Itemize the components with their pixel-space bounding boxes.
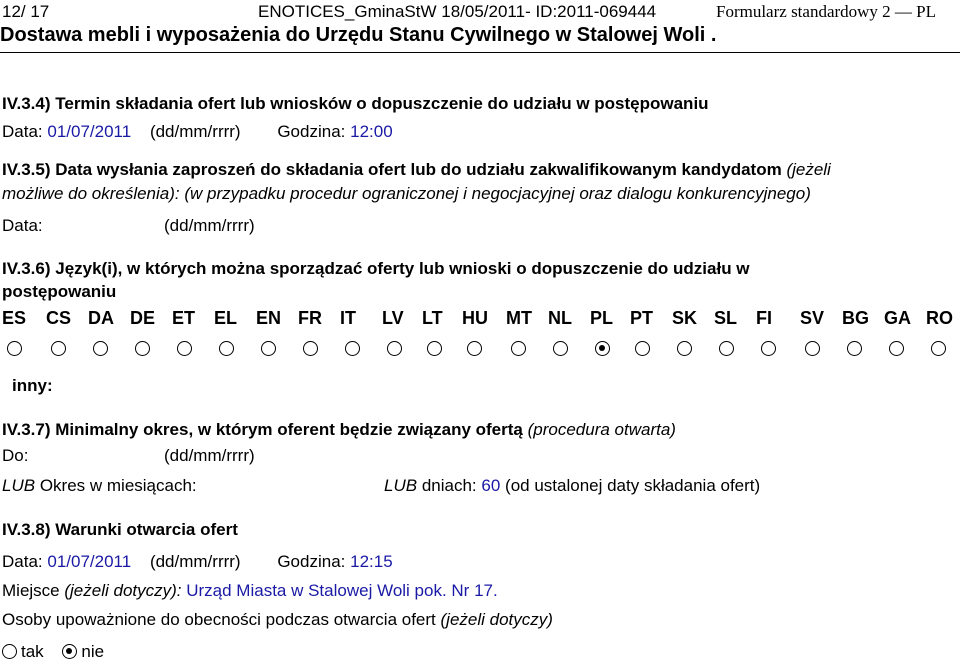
heading-italic-line: możliwe do określenia): (w przypadku procedur ograniczonej i negocjacyjnej oraz dialogu konkurencyjnego) (2, 184, 811, 203)
document-title: Dostawa mebli i wyposażenia do Urzędu Stanu Cywilnego w Stalowej Woli . (0, 24, 717, 46)
language-code-cs: CS (46, 308, 72, 328)
section-iv-3-5-date-label: Data: (2, 216, 43, 235)
days-row (384, 476, 760, 496)
language-radio-bg[interactable] (847, 341, 862, 356)
persons-options (2, 642, 104, 662)
language-radio-lv[interactable] (387, 341, 402, 356)
language-code-fi: FI (756, 308, 772, 328)
form-name: Formularz standardowy 2 — PL (716, 2, 937, 21)
date-label: Data: (2, 552, 43, 571)
language-radio-sl[interactable] (719, 341, 734, 356)
date-value: 01/07/2011 (47, 122, 132, 141)
section-iv-3-5-heading (2, 160, 831, 180)
months-label: Okres w miesiącach: (39, 476, 197, 495)
language-radio-mt[interactable] (511, 341, 526, 356)
language-code-lt: LT (422, 308, 443, 328)
section-iv-3-4-date-row (2, 122, 393, 142)
section-iv-3-6-heading: IV.3.6) Język(i), w których można sporządzać oferty lub wnioski o dopuszczenie do udziału w (2, 259, 750, 278)
header-divider (0, 52, 960, 53)
place-italic: (jeżeli dotyczy): (64, 581, 182, 600)
lub-label: LUB (2, 476, 36, 495)
language-code-sv: SV (800, 308, 825, 328)
language-radio-et[interactable] (177, 341, 192, 356)
language-radio-es[interactable] (7, 341, 22, 356)
language-code-de: DE (130, 308, 156, 328)
document-id: ENOTICES_GminaStW 18/05/2011- ID:2011-069444 (258, 2, 657, 21)
language-code-el: EL (214, 308, 238, 328)
language-code-pl: PL (590, 308, 614, 328)
section-iv-3-6-heading-line2: postępowaniu (2, 282, 117, 301)
section-iv-3-7-heading (2, 420, 676, 440)
language-code-sk: SK (672, 308, 698, 328)
option-no-label: nie (81, 642, 105, 661)
language-code-lv: LV (382, 308, 404, 328)
language-radio-el[interactable] (219, 341, 234, 356)
language-code-pt: PT (630, 308, 654, 328)
days-label: dniach: (421, 476, 477, 495)
language-radio-hu[interactable] (467, 341, 482, 356)
language-code-et: ET (172, 308, 196, 328)
language-code-it: IT (340, 308, 356, 328)
language-code-ro: RO (926, 308, 953, 328)
persons-italic: (jeżeli dotyczy) (440, 610, 553, 629)
language-radio-cs[interactable] (51, 341, 66, 356)
months-row (2, 476, 197, 496)
other-language-label: inny: (12, 376, 53, 395)
section-iv-3-5-heading-line2 (2, 184, 811, 204)
place-label: Miejsce (2, 581, 60, 600)
heading-italic-part: (jeżeli (786, 160, 831, 179)
place-row (2, 581, 498, 601)
section-iv-3-8-date-row (2, 552, 393, 572)
language-code-hu: HU (462, 308, 488, 328)
heading-bold-part: IV.3.7) Minimalny okres, w którym oferent będzie związany ofertą (2, 420, 523, 439)
language-radio-sk[interactable] (677, 341, 692, 356)
page-number: 12/ 17 (2, 2, 50, 21)
language-code-sl: SL (714, 308, 738, 328)
heading-bold-part: IV.3.5) Data wysłania zaproszeń do składania ofert lub do udziału zakwalifikowanym kandydatom (2, 160, 782, 179)
language-radio-ga[interactable] (889, 341, 904, 356)
days-suffix: (od ustalonej daty składania ofert) (505, 476, 761, 495)
language-code-bg: BG (842, 308, 869, 328)
radio-no[interactable] (62, 644, 77, 659)
date-format: (dd/mm/rrrr) (149, 122, 241, 141)
section-iv-3-8-heading: IV.3.8) Warunki otwarcia ofert (2, 520, 238, 539)
language-radio-en[interactable] (261, 341, 276, 356)
language-radio-fi[interactable] (761, 341, 776, 356)
language-radio-sv[interactable] (805, 341, 820, 356)
language-radio-nl[interactable] (553, 341, 568, 356)
time-label: Godzina: (277, 122, 346, 141)
date-format: (dd/mm/rrrr) (149, 552, 241, 571)
language-code-mt: MT (506, 308, 532, 328)
language-code-es: ES (2, 308, 27, 328)
language-radio-it[interactable] (345, 341, 360, 356)
place-value: Urząd Miasta w Stalowej Woli pok. Nr 17. (186, 581, 498, 600)
language-radio-pl[interactable] (595, 341, 610, 356)
language-code-fr: FR (298, 308, 322, 328)
to-format: (dd/mm/rrrr) (164, 446, 255, 465)
language-radio-row (0, 341, 960, 361)
section-iv-3-5-date-format: (dd/mm/rrrr) (164, 216, 255, 235)
persons-row (2, 610, 553, 630)
language-radio-lt[interactable] (427, 341, 442, 356)
language-radio-ro[interactable] (931, 341, 946, 356)
section-iv-3-4-heading: IV.3.4) Termin składania ofert lub wniosków o dopuszczenie do udziału w postępowaniu (2, 94, 709, 113)
language-radio-pt[interactable] (635, 341, 650, 356)
language-code-ga: GA (884, 308, 911, 328)
language-code-da: DA (88, 308, 114, 328)
date-label: Data: (2, 122, 43, 141)
option-yes-label: tak (21, 642, 44, 661)
language-radio-fr[interactable] (303, 341, 318, 356)
heading-italic-part: (procedura otwarta) (527, 420, 676, 439)
radio-yes[interactable] (2, 644, 17, 659)
lub-label: LUB (384, 476, 418, 495)
language-code-en: EN (256, 308, 282, 328)
language-radio-da[interactable] (93, 341, 108, 356)
date-value: 01/07/2011 (47, 552, 132, 571)
time-label: Godzina: (277, 552, 346, 571)
language-radio-de[interactable] (135, 341, 150, 356)
time-value: 12:15 (350, 552, 393, 571)
to-label: Do: (2, 446, 29, 465)
time-value: 12:00 (350, 122, 393, 141)
persons-label: Osoby upoważnione do obecności podczas otwarcia ofert (2, 610, 436, 629)
days-value: 60 (481, 476, 501, 495)
language-codes (0, 308, 960, 334)
language-code-nl: NL (548, 308, 572, 328)
